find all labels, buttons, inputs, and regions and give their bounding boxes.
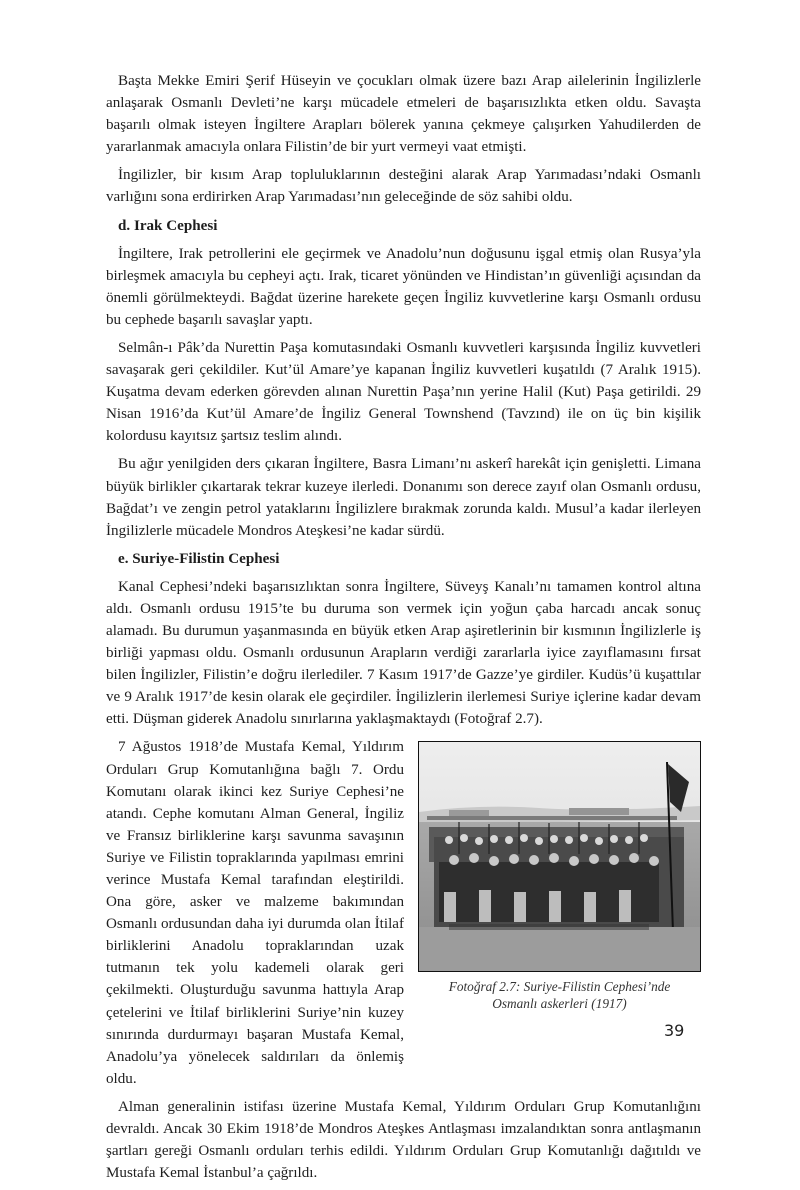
caption-line-1: Fotoğraf 2.7: Suriye-Filistin Cephesi’nde [448, 979, 671, 995]
paragraph: Bu ağır yenilgiden ders çıkaran İngiltere, Basra Limanı’nı askerî harekât için genişletti. Limana büyük birlikler çıkartarak tekrar kuzeye ilerledi. Donanımı son derece zayıf olan Osmanlı ordusu, Bağdat’ı ve zengin petrol yataklarını İngilizlere bırakmak zorunda kaldı. Musul’a kadar ilerleyen İngilizlerle mücadele Mondros Ateşkesi’ne kadar sürdü. [106, 456, 701, 539]
paragraph: İngiltere, Irak petrollerini ele geçirmek ve Anadolu’nun doğusunu işgal etmiş olan Rusya’yla birleşmek amacıyla bu cepheyi açtı. Irak, ticaret yönünden ve Hindistan’ın güvenliği açısından da önemli görülmekteydi. Bağdat üzerine harekete geçen İngiliz kuvvetlerine karşı Osmanlı ordusu bu cephede başarılı savaşlar yaptı. [106, 245, 701, 328]
caption-line-2: Osmanlı askerleri (1917) [492, 996, 627, 1012]
figure [418, 741, 701, 1012]
figure-caption [418, 978, 701, 1012]
paragraph: İngilizler, bir kısım Arap topluluklarının desteğini alarak Arap Yarımadası’ndaki Osmanlı varlığını sona erdirirken Arap Yarımadası’nın geleceğinde de söz sahibi oldu. [106, 167, 701, 206]
paragraph: 7 Ağustos 1918’de Mustafa Kemal, Yıldırım Orduları Grup Komutanlığına bağlı 7. Ordu Komutanı olarak ikinci kez Suriye Cephesi’ne atandı. Cephe komutanı Alman General, İngiliz ve Fransız birliklerine karşı savunma savaşının Suriye ve Filistin topraklarında yapılması emrini verince Mustafa Kemal tarafından eleştirildi. Ona göre, asker ve malzeme bakımından Osmanlı ordusundan daha iyi durumda olan İtilaf birliklerini Anadolu topraklarından uzak tutmanın tek yolu kademeli olarak geri çekilmekti. Oluşturduğu savunma hattıyla Arap çetelerini ve İtilaf birliklerini Suriye’nin kuzey sınırında durdurmayı başaran Mustafa Kemal, Anadolu’ya yönelecek saldırıları da önlemiş oldu. [106, 739, 404, 1087]
paragraph: Selmân-ı Pâk’da Nurettin Paşa komutasındaki Osmanlı kuvvetleri karşısında İngiliz kuvvetleri savaşarak geri çekildiler. Kut’ül Amare’ye kapanan İngiliz kuvvetleri kuşatıldı (7 Aralık 1915). Kuşatma devam ederken görevden alınan Nurettin Paşa’nın yerine Halil (Kut) Paşa getirildi. 29 Nisan 1916’da Kut’ül Amare’de İngiliz General Townshend (Tavzınd) ile on üç bin kişilik kolordusu kayıtsız şartsız teslim alındı. [106, 339, 701, 445]
paragraph: Başta Mekke Emiri Şerif Hüseyin ve çocukları olmak üzere bazı Arap ailelerinin İngilizlerle anlaşarak Osmanlı Devleti’ne karşı mücadele etmeleri de başarısızlıkta etken oldu. Savaşta başarılı olmak isteyen İngiltere Arapları bölerek yanına çekmeye çalışırken Yahudilerden de yararlanmak amacıyla onlara Filistin’de bir yurt vermeyi vaat etmişti. [106, 73, 701, 156]
paragraph: Kanal Cephesi’ndeki başarısızlıktan sonra İngiltere, Süveyş Kanalı’nı tamamen kontrol altına aldı. Osmanlı ordusu 1915’te bu duruma son vermek için yoğun çaba harcadı ancak sonuç alamadı. Bu durumun yaşanmasında en büyük etken Arap aşiretlerinin bir kısmının İngilizlerle iş birliği yapması oldu. Osmanlı ordusunun Arapların verdiği zararlarla iyice zayıflamasını fırsat bilen İngilizler, Filistin’e doğru ilerlediler. 7 Kasım 1917’de Gazze’ye girdiler. Kudüs’ü kuşattılar ve 9 Aralık 1917’de kesin olarak ele geçirdiler. İngilizlerin ilerlemesi Suriye içlerine kadar devam etti. Düşman giderek Anadolu sınırlarına yaklaşmaktaydı (Fotoğraf 2.7). [106, 578, 701, 728]
paragraph: Alman generalinin istifası üzerine Mustafa Kemal, Yıldırım Orduları Grup Komutanlığını devraldı. Ancak 30 Ekim 1918’de Mondros Ateşkes Antlaşması imzalandıktan sonra antlaşmanın şartları gereği Osmanlı orduları terhis edildi. Yıldırım Orduları Grup Komutanlığı dağıtıldı ve Mustafa Kemal İstanbul’a çağrıldı. [106, 1098, 701, 1182]
section-heading-irak: d. Irak Cephesi [118, 217, 218, 234]
soldiers-photo [418, 741, 701, 972]
text-with-figure [106, 736, 701, 1090]
page-number: 39 [664, 1021, 685, 1040]
float-text [106, 736, 404, 1090]
page-content [106, 70, 701, 1190]
section-heading-suriye-filistin: e. Suriye-Filistin Cephesi [118, 550, 280, 567]
